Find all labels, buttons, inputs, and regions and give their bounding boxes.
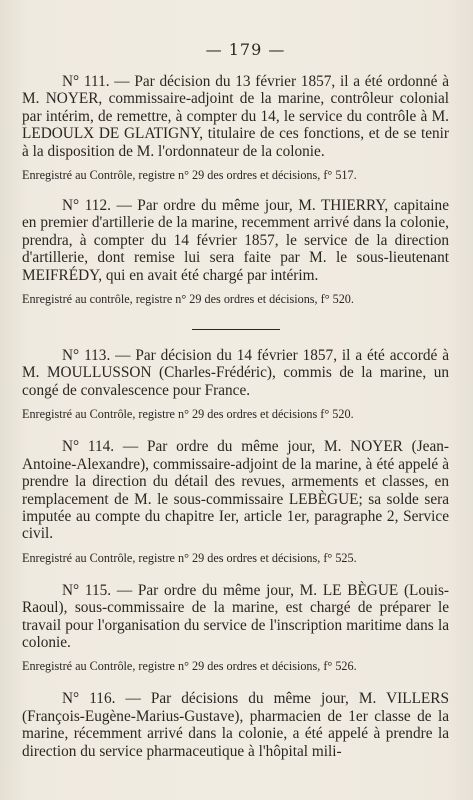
entry-text: N° 112. — Par ordre du même jour, M. THIERRY, capitaine en premier d'artillerie de la marine, recemment arrivé dans la colonie, prendra, à compter du 14 février 1857, le service de la direction d'artillerie, dont remise lui sera faite par M. le sous-lieutenant MEIFRÉDY, qui en avait été chargé par intérim.	[22, 197, 449, 284]
entry-114	[22, 438, 449, 565]
entry-116	[22, 690, 449, 760]
entry-113	[22, 347, 449, 422]
entry-text: N° 113. — Par décision du 14 février 1857, il a été accordé à M. MOULLUSSON (Charles-Frédéric), commis de la marine, un congé de convalescence pour France.	[22, 347, 449, 399]
entry-111	[22, 73, 449, 183]
entry-112	[22, 197, 449, 307]
section-divider	[192, 329, 280, 330]
entry-text: N° 115. — Par ordre du même jour, M. LE BÈGUE (Louis-Raoul), sous-commissaire de la marine, est chargé de préparer le travail pour l'organisation du service de l'inscription maritime dans la colonie.	[22, 581, 449, 651]
register-note: Enregistré au Contrôle, registre n° 29 des ordres et décisions, f° 525.	[22, 550, 357, 565]
register-note: Enregistré au Contrôle, registre n° 29 des ordres et décisions, f° 526.	[22, 659, 357, 674]
section-divider-wrap	[22, 307, 449, 347]
entry-text: N° 116. — Par décisions du même jour, M. VILLERS (François-Eugène-Marius-Gustave), pharmacien de 1er classe de la marine, récemment arrivé dans la colonie, a été appelé à prendre la direction du service pharmaceutique à l'hôpital mili-	[22, 690, 449, 760]
entry-text: N° 114. — Par ordre du même jour, M. NOYER (Jean-Antoine-Alexandre), commissaire-adjoint de la marine, à été appelé à prendre la direction du détail des revues, armements et classes, en remplacement de M. le sous-commissaire LEBÈGUE; sa solde sera imputée au compte du chapitre Ier, article 1er, paragraphe 2, Service civil.	[22, 438, 449, 543]
register-note: Enregistré au Contrôle, registre n° 29 des ordres et décisions f° 520.	[22, 407, 354, 422]
entry-115	[22, 582, 449, 675]
page-number: — 179 —	[205, 40, 286, 59]
register-note: Enregistré au contrôle, registre n° 29 des ordres et décisions, f° 520.	[22, 292, 354, 307]
register-note: Enregistré au Contrôle, registre n° 29 des ordres et décisions, f° 517.	[22, 168, 357, 183]
entry-text: N° 111. — Par décision du 13 février 1857, il a été ordonné à M. NOYER, commissaire-adjoint de la marine, contrôleur colonial par intérim, de remettre, à compter du 14, le service du contrôle à M. LEDOULX DE GLATIGNY, titulaire de ces fonctions, et de se tenir à la disposition de M. l'ordonnateur de la colonie.	[22, 73, 449, 160]
